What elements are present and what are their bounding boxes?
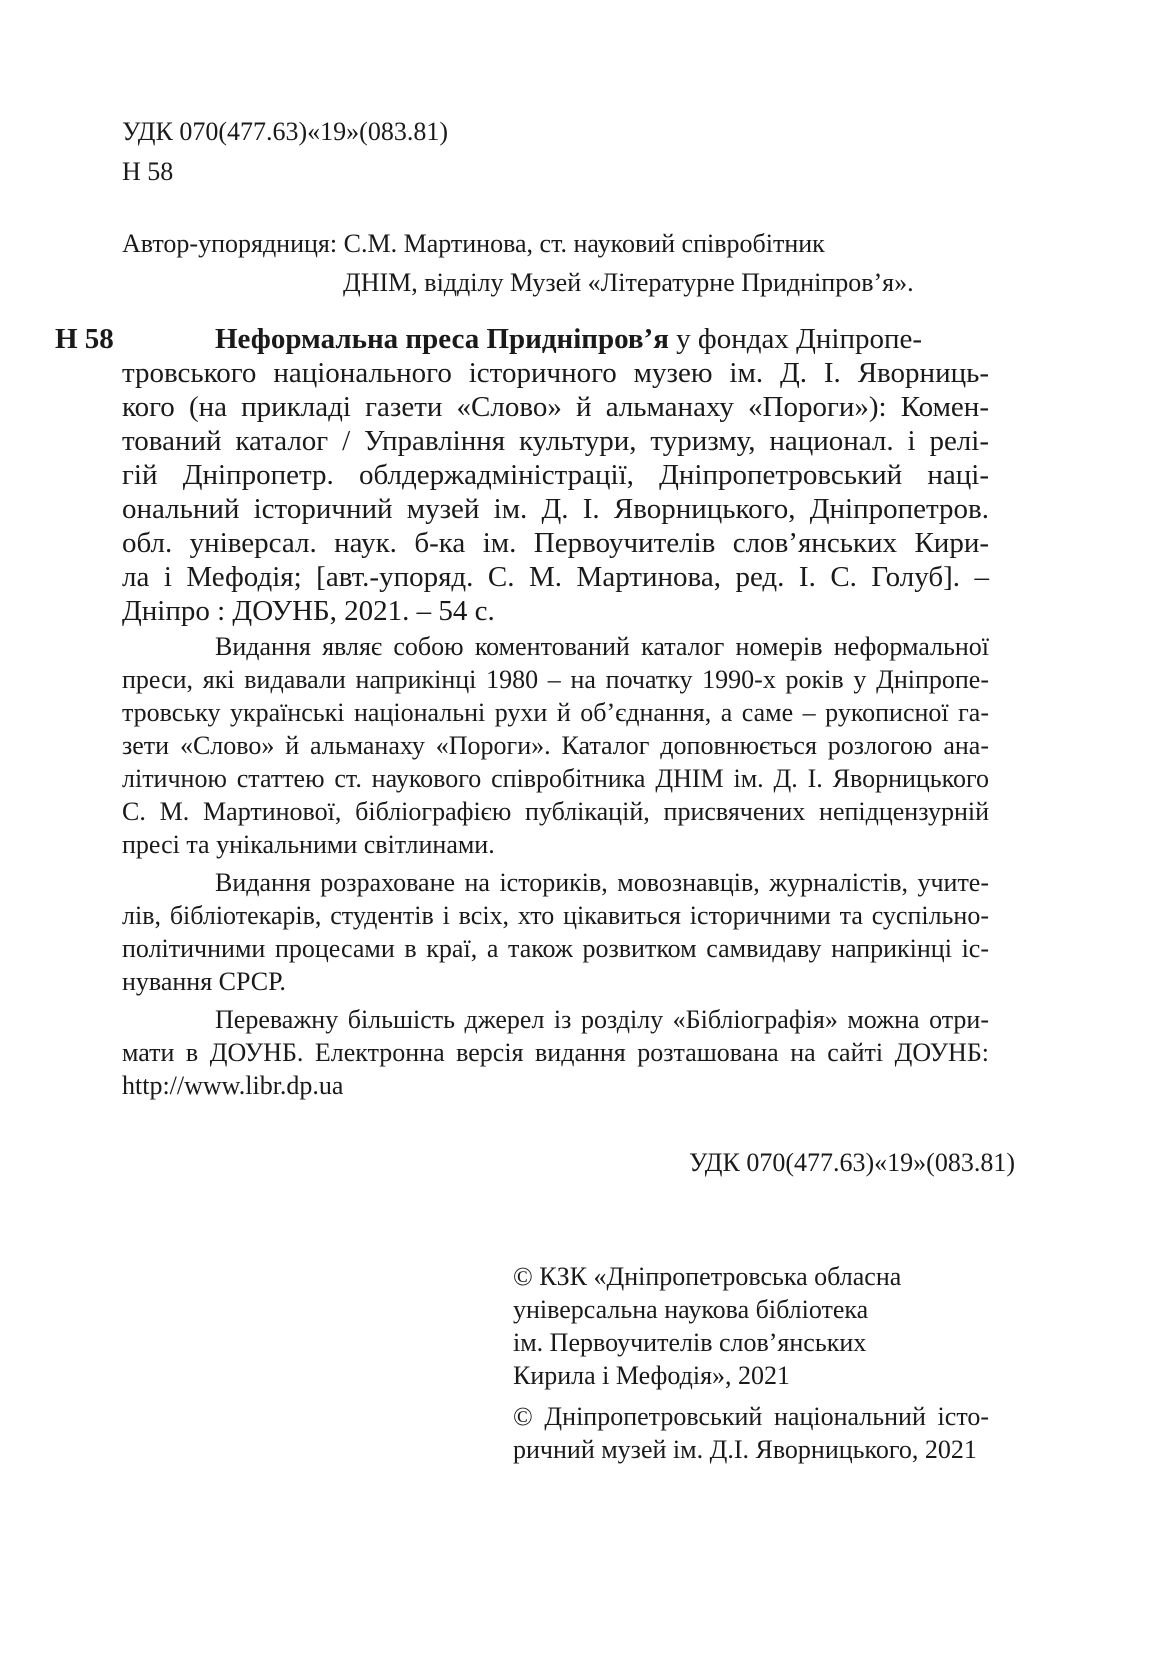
- annotation-line: Переважну більшість джерел із розділу «Бібліографія» можна отри-: [215, 1005, 989, 1034]
- copyright-line: © КЗК «Дніпропетровська обласна: [513, 1262, 902, 1291]
- record-line: ональний історичний музей ім. Д. І. Яворницького, Дніпропетров.: [122, 493, 989, 525]
- udk-footer: УДК 070(477.63)«19»(083.81): [689, 1148, 1015, 1177]
- annotation-line-last: пресі та унікальними світлинами.: [122, 830, 495, 859]
- record-first-line-rest: у фондах Дніпропе-: [668, 323, 923, 355]
- record-line: кого (на прикладі газети «Слово» й альманаху «Пороги»): Комен-: [122, 391, 989, 423]
- annotation-line: тровську українські національні рухи й об’єднання, а саме – рукописної га-: [122, 698, 989, 727]
- record-line: тований каталог / Управління культури, туризму, национал. і релі-: [122, 425, 989, 457]
- annotation-line: С. М. Мартинової, бібліографією публікацій, присвячених непідцензурній: [122, 797, 989, 826]
- copyright-line: © Дніпропетровський національний істо-: [513, 1402, 989, 1431]
- annotation-line: зети «Слово» й альманаху «Пороги». Каталог доповнюється розлогою ана-: [122, 731, 989, 760]
- record-line: тровського національного історичного музею ім. Д. І. Яворниць-: [122, 357, 989, 389]
- annotation-line: мати в ДОУНБ. Електронна версія видання розташована на сайті ДОУНБ:: [122, 1038, 989, 1067]
- annotation-line: політичними процесами в краї, а також розвитком самвидаву наприкінці іс-: [122, 934, 989, 963]
- annotation-line: Видання розраховане на істориків, мовознавців, журналістів, учите-: [215, 868, 989, 897]
- annotation-line: преси, які видавали наприкінці 1980 – на початку 1990-х років у Дніпропе-: [122, 665, 989, 694]
- author-line-2: ДНІМ, відділу Музей «Літературне Придніпров’я».: [343, 268, 914, 297]
- record-title: Неформальна преса Придніпров’я: [215, 323, 669, 355]
- annotation-line-last: нування СРСР.: [122, 967, 286, 996]
- copyright-line: ричний музей ім. Д.І. Яворницького, 2021: [513, 1435, 977, 1464]
- record-line: обл. універсал. наук. б-ка ім. Первоучителів слов’янських Кири-: [122, 527, 989, 559]
- record-line: ла і Мефодія; [авт.-упоряд. С. М. Мартинова, ред. І. С. Голуб]. –: [122, 561, 989, 593]
- copyright-line: універсальна наукова бібліотека: [513, 1295, 869, 1324]
- website-url: http://www.libr.dp.ua: [122, 1071, 344, 1100]
- copyright-line: ім. Первоучителів слов’янських: [513, 1328, 867, 1357]
- record-first-line: [215, 322, 922, 356]
- annotation-line: літичною статтею ст. наукового співробітника ДНІМ ім. Д. І. Яворницького: [122, 764, 989, 793]
- annotation-line: Видання являє собою коментований каталог номерів неформальної: [215, 632, 989, 661]
- record-line: гій Дніпропетр. облдержадміністрації, Дніпропетровський наці-: [122, 459, 989, 491]
- record-last-line: Дніпро : ДОУНБ, 2021. – 54 с.: [122, 595, 495, 627]
- author-line-1: Автор-упорядниця: С.М. Мартинова, ст. науковий співробітник: [122, 229, 825, 258]
- copyright-line: Кирила і Мефодія», 2021: [513, 1361, 791, 1390]
- udk-header: УДК 070(477.63)«19»(083.81): [122, 117, 448, 146]
- record-cipher: Н 58: [55, 323, 114, 355]
- annotation-line: лів, бібліотекарів, студентів і всіх, хто цікавиться історичними та суспільно-: [122, 901, 989, 930]
- cipher-header: Н 58: [122, 157, 174, 186]
